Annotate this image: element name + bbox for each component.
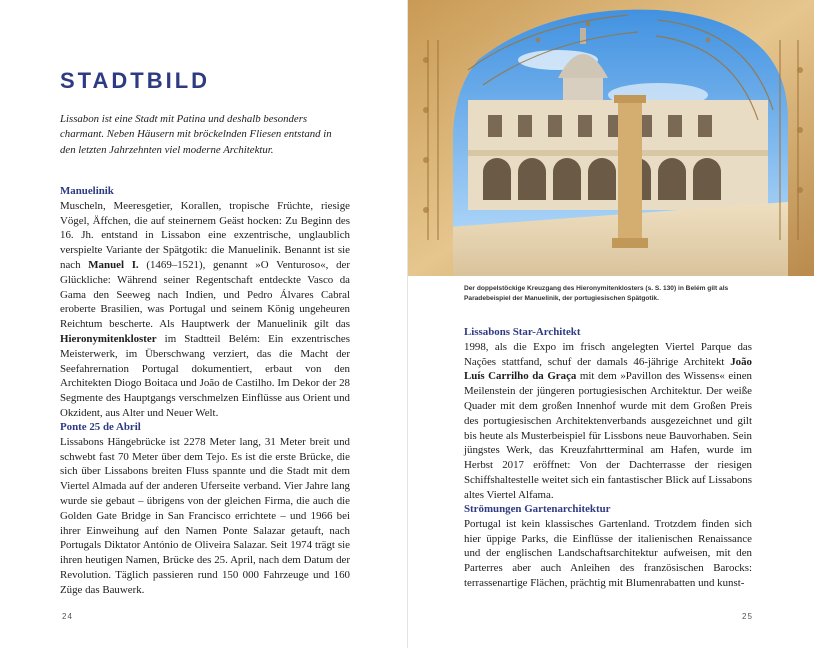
- section-body: [464, 340, 752, 503]
- page-title: STADTBILD: [60, 68, 211, 93]
- section-gartenarchitektur: [464, 502, 752, 591]
- body-text: Muscheln, Meeresgetier, Korallen, tropische Früchte, riesige Vögel, Äffchen, die auf steinernem Geäst hocken: Zu Beginn des 16. Jh. entstand in Lissabon eine exzentrische, unglaublich verspielte Variante der Spätgotik: die Manuelinik. Benannt ist sie nach: [60, 199, 350, 271]
- section-body: [60, 199, 350, 421]
- cloister-photo: [408, 0, 814, 276]
- bold-term: Hieronymitenkloster: [60, 332, 157, 345]
- body-text: 1998, als die Expo im frisch angelegten Viertel Parque das Nações stattfand, schuf der damals 46-jährige Architekt: [464, 340, 752, 368]
- left-page: [60, 0, 350, 648]
- body-text: mit dem »Pavillon des Wissens« einen Meilenstein der jüngeren portugiesischen Architektur. Der weiße Quader mit dem großen Innenhof wurde mit dem Großen Preis des portugiesischen Architektenverbands ausgezeichnet und gilt bis heute als Musterbeispiel für Lissbons neue Bauvorhaben. Sein jüngstes Werk, das Kreuzfahrtterminal am Hafen, wurde im Herbst 2017 eröffnet: Von der Dachterrasse der riesigen Schiffshaltestelle weitet sich ein fantastischer Blick auf Lissabons altes Viertel Alfama.: [464, 370, 752, 501]
- section-body: Lissabons Hängebrücke ist 2278 Meter lang, 31 Meter breit und schwebt fast 70 Meter über dem Tejo. Es ist die erste Brücke, die sich über Lissabons breiten Fluss spannte und die Stadt mit dem Viertel Almada auf der anderen Uferseite verband. Vier Jahre lang wurde sie gebaut – übrigens von der gleichen Firma, die auch die Golden Gate Bridge in San Francisco errichtete – und 1966 bei ihrer Einweihung auf den Namen Ponte Salazar getauft, nach Portugals Diktator António de Oliveira Salazar. Seit 1974 trägt sie ihren heutigen Namen, Brücke des 25. April, nach dem Datum der Revolution. Täglich passieren rund 150 000 Fahrzeuge und 160 Züge das Bauwerk.: [60, 435, 350, 596]
- section-ponte: [60, 420, 350, 598]
- section-star-architekt: [464, 325, 752, 503]
- section-heading: Strömungen Gartenarchitektur: [464, 503, 611, 515]
- section-body: Portugal ist kein klassisches Gartenland. Trotzdem finden sich hier üppige Parks, die Einflüsse der italienischen Renaissance und der englischen Landschaftsarchitektur aufweisen, mit den Parterres aber auch Anleihen des französischen Barocks: terrassenartige Flächen, prächtig mit Blumenrabatten und kunst-: [464, 517, 752, 589]
- cloister-image: [408, 0, 814, 276]
- section-heading: Manuelinik: [60, 185, 114, 197]
- intro-text: Lissabon ist eine Stadt mit Patina und deshalb besonders charmant. Neben Häusern mit bröckelnden Fliesen entstand in den letzten Jahrzehnten viel moderne Architektur.: [60, 113, 332, 156]
- section-manuelinik: [60, 184, 350, 421]
- bold-term: João Luís Carrilho da Graça: [464, 355, 752, 383]
- body-text: im Stadtteil Belém: Ein exzentrisches Meisterwerk, im Überschwang verziert, das die Macht der Seefahrernation Portugal dokumentiert, erbaut von den Architekten Diogo Boitaca und João de Castilho. Im Dekor der 28 Segmente des Hauptgangs verschmelzen Einflüsse aus Orient und Okzident, aus Alter und Neuer Welt.: [60, 332, 350, 419]
- body-text: (1469–1521), genannt »O Venturoso«, der Glückliche: Während seiner Regentschaft entdeckte Vasco da Gama den Seeweg nach Indien, und Pedro Álvares Cabral eroberte Brasilien, was Portugal und seinem König ungeheuren Reichtum bescherte. Als Hauptwerk der Manuelinik gilt das: [60, 258, 351, 331]
- page-number: 25: [742, 612, 753, 621]
- bold-term: Manuel I.: [88, 258, 139, 271]
- section-heading: Lissabons Star-Architekt: [464, 326, 581, 338]
- photo-caption: Der doppelstöckige Kreuzgang des Hieronymitenklosters (s. S. 130) in Belém gilt als Paradebeispiel der Manuelinik, der portugiesischen Spätgotik.: [464, 285, 729, 302]
- section-heading: Ponte 25 de Abril: [60, 421, 141, 433]
- page-number: 24: [62, 612, 73, 621]
